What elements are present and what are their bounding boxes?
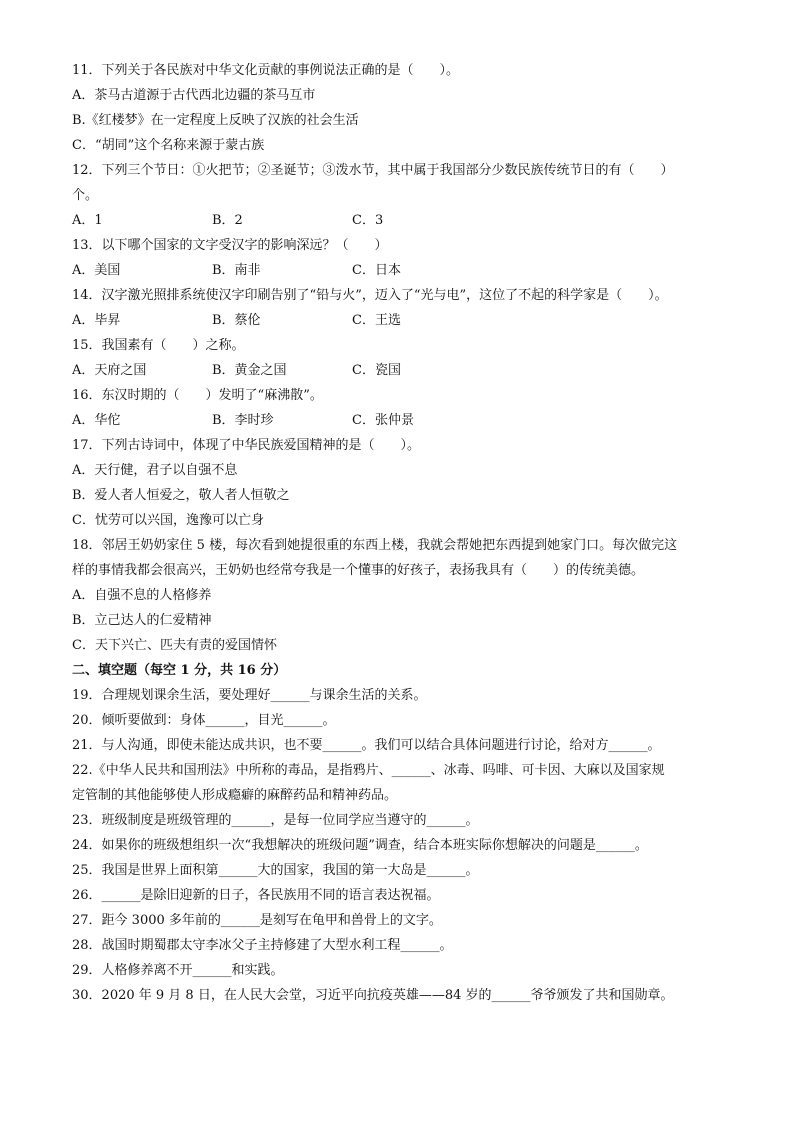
question-12-option-b: B．2 xyxy=(212,213,243,228)
section-2-title: 二、填空题（每空 1 分，共 16 分） xyxy=(72,663,287,678)
question-17-stem: 17．下列古诗词中，体现了中华民族爱国精神的是（ ）。 xyxy=(72,438,421,453)
question-18-stem: 18．邻居王奶奶家住 5 楼，每次看到她提很重的东西上楼，我就会帮她把东西提到她家门口。每次做完这 xyxy=(72,538,678,553)
question-11-option-b: B.《红楼梦》在一定程度上反映了汉族的社会生活 xyxy=(72,113,359,128)
fill-question-25: 25．我国是世界上面积第______大的国家，我国的第一大岛是______。 xyxy=(72,863,479,878)
question-12-option-c: C．3 xyxy=(352,213,384,228)
question-16-options xyxy=(72,408,732,433)
question-18-option-a: A．自强不息的人格修养 xyxy=(72,588,212,603)
question-14-options xyxy=(72,308,732,333)
question-14-option-a: A．毕昇 xyxy=(72,313,121,328)
question-12-option-a: A．1 xyxy=(72,213,103,228)
question-14-stem: 14．汉字激光照排系统使汉字印刷告别了“铅与火”，迈入了“光与电”，这位了不起的科学家是（ ）。 xyxy=(72,288,668,303)
question-11-stem: 11．下列关于各民族对中华文化贡献的事例说法正确的是（ ）。 xyxy=(72,63,460,78)
fill-question-30: 30．2020 年 9 月 8 日，在人民大会堂，习近平向抗疫英雄——84 岁的______爷爷颁发了共和国勋章。 xyxy=(72,988,674,1003)
question-12-options xyxy=(72,208,732,233)
question-18-option-b: B．立己达人的仁爱精神 xyxy=(72,613,212,628)
question-11-option-c: C．“胡同”这个名称来源于蒙古族 xyxy=(72,138,265,153)
question-13-option-c: C．日本 xyxy=(352,263,401,278)
fill-question-19: 19．合理规划课余生活，要处理好______与课余生活的关系。 xyxy=(72,688,427,703)
fill-question-26: 26．______是除旧迎新的日子，各民族用不同的语言表达祝福。 xyxy=(72,888,440,903)
exam-page xyxy=(72,58,732,1008)
question-15-options xyxy=(72,358,732,383)
fill-question-29: 29．人格修养离不开______和实践。 xyxy=(72,963,284,978)
question-18-option-c: C．天下兴亡、匹夫有责的爱国情怀 xyxy=(72,638,277,653)
fill-question-28: 28．战国时期蜀郡太守李冰父子主持修建了大型水利工程______。 xyxy=(72,938,453,953)
question-13-options xyxy=(72,258,732,283)
fill-question-23: 23．班级制度是班级管理的______，是每一位同学应当遵守的______。 xyxy=(72,813,479,828)
question-17-option-c: C．忧劳可以兴国，逸豫可以亡身 xyxy=(72,513,264,528)
question-15-option-a: A．天府之国 xyxy=(72,363,147,378)
question-13-stem: 13．以下哪个国家的文字受汉字的影响深远？（ ） xyxy=(72,238,388,253)
question-13-option-b: B．南非 xyxy=(212,263,261,278)
question-17-option-b: B．爱人者人恒爱之，敬人者人恒敬之 xyxy=(72,488,290,503)
fill-question-22: 22.《中华人民共和国刑法》中所称的毒品，是指鸦片、______、冰毒、吗啡、可卡因、大麻以及国家规 xyxy=(72,763,665,778)
fill-question-24: 24．如果你的班级想组织一次“我想解决的班级问题”调查，结合本班实际你想解决的问题是______。 xyxy=(72,838,648,853)
fill-question-22-cont: 定管制的其他能够使人形成瘾癖的麻醉药品和精神药品。 xyxy=(72,788,398,803)
question-12-stem-cont: 个。 xyxy=(72,188,99,203)
question-15-stem: 15．我国素有（ ）之称。 xyxy=(72,338,245,353)
question-14-option-c: C．王选 xyxy=(352,313,401,328)
question-16-option-b: B．李时珍 xyxy=(212,413,274,428)
fill-question-27: 27．距今 3000 多年前的______是刻写在龟甲和兽骨上的文字。 xyxy=(72,913,442,928)
question-16-option-c: C．张仲景 xyxy=(352,413,414,428)
question-11-option-a: A．茶马古道源于古代西北边疆的茶马互市 xyxy=(72,88,316,103)
question-15-option-c: C．瓷国 xyxy=(352,363,401,378)
question-18-stem-cont: 样的事情我都会很高兴，王奶奶也经常夸我是一个懂事的好孩子，表扬我具有（ ）的传统美德。 xyxy=(72,563,645,578)
fill-question-20: 20．倾听要做到：身体______，目光______。 xyxy=(72,713,336,728)
question-13-option-a: A．美国 xyxy=(72,263,121,278)
question-12-stem: 12．下列三个节日：①火把节；②圣诞节；③泼水节，其中属于我国部分少数民族传统节日的有（ ） xyxy=(72,163,674,178)
question-17-option-a: A．天行健，君子以自强不息 xyxy=(72,463,238,478)
question-16-option-a: A．华佗 xyxy=(72,413,121,428)
fill-question-21: 21．与人沟通，即使未能达成共识，也不要______。我们可以结合具体问题进行讨论，给对方______。 xyxy=(72,738,661,753)
question-14-option-b: B．蔡伦 xyxy=(212,313,261,328)
question-16-stem: 16．东汉时期的（ ）发明了“麻沸散”。 xyxy=(72,388,323,403)
question-15-option-b: B．黄金之国 xyxy=(212,363,287,378)
